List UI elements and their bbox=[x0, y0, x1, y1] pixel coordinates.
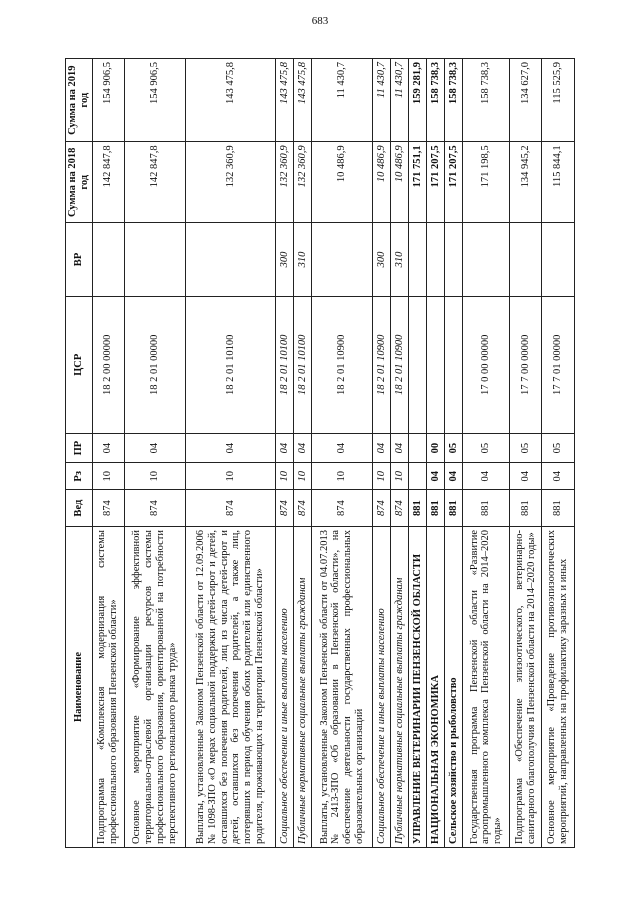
cell-vr bbox=[312, 222, 373, 296]
cell-ved: 874 bbox=[124, 489, 185, 526]
cell-vr bbox=[124, 222, 185, 296]
header-rz: Рз bbox=[66, 462, 93, 489]
cell-ved: 881 bbox=[445, 489, 463, 526]
cell-ved: 874 bbox=[373, 489, 391, 526]
cell-rz: 10 bbox=[186, 462, 276, 489]
cell-rz: 10 bbox=[275, 462, 293, 489]
cell-sum-2018: 115 844,1 bbox=[542, 141, 575, 222]
cell-rz: 10 bbox=[373, 462, 391, 489]
cell-rz bbox=[409, 462, 427, 489]
cell-ved: 874 bbox=[186, 489, 276, 526]
cell-rz: 10 bbox=[391, 462, 409, 489]
cell-name: Государственная программа Пензенской области «Развитие агропромышленного комплекса Пензенской области на 2014–2020 годы» bbox=[463, 526, 510, 847]
cell-sum-2019: 159 281,9 bbox=[409, 58, 427, 141]
table-row bbox=[124, 58, 185, 847]
cell-ved: 874 bbox=[391, 489, 409, 526]
cell-ved: 874 bbox=[293, 489, 311, 526]
table-row bbox=[275, 58, 293, 847]
cell-sum-2018: 171 751,1 bbox=[409, 141, 427, 222]
cell-rz: 04 bbox=[463, 462, 510, 489]
cell-csr: 18 2 01 10100 bbox=[293, 296, 311, 433]
cell-pr: 05 bbox=[445, 433, 463, 462]
cell-sum-2019: 154 906,5 bbox=[124, 58, 185, 141]
cell-vr bbox=[542, 222, 575, 296]
cell-sum-2019: 158 738,3 bbox=[463, 58, 510, 141]
cell-name: Основное мероприятие «Проведение противоэпизоотических мероприятий, направленных на профилактику заразных и иных bbox=[542, 526, 575, 847]
page-number: 683 bbox=[311, 15, 329, 27]
cell-pr: 04 bbox=[92, 433, 124, 462]
table-row bbox=[312, 58, 373, 847]
cell-csr: 18 2 01 10900 bbox=[391, 296, 409, 433]
cell-sum-2019: 143 475,8 bbox=[186, 58, 276, 141]
cell-sum-2018: 10 486,9 bbox=[391, 141, 409, 222]
table-row bbox=[445, 58, 463, 847]
cell-sum-2019: 143 475,8 bbox=[275, 58, 293, 141]
table-row bbox=[92, 58, 124, 847]
cell-rz: 04 bbox=[445, 462, 463, 489]
cell-sum-2019: 134 627,0 bbox=[510, 58, 542, 141]
cell-csr: 18 2 01 10100 bbox=[275, 296, 293, 433]
cell-rz: 04 bbox=[510, 462, 542, 489]
cell-pr: 05 bbox=[510, 433, 542, 462]
table-row bbox=[510, 58, 542, 847]
cell-ved: 881 bbox=[427, 489, 445, 526]
cell-sum-2019: 143 475,8 bbox=[293, 58, 311, 141]
table-row bbox=[542, 58, 575, 847]
cell-pr: 04 bbox=[293, 433, 311, 462]
cell-csr bbox=[445, 296, 463, 433]
cell-pr: 04 bbox=[312, 433, 373, 462]
cell-ved: 874 bbox=[92, 489, 124, 526]
cell-sum-2019: 115 525,9 bbox=[542, 58, 575, 141]
cell-sum-2018: 10 486,9 bbox=[312, 141, 373, 222]
cell-sum-2018: 132 360,9 bbox=[186, 141, 276, 222]
table-row bbox=[293, 58, 311, 847]
cell-ved: 881 bbox=[542, 489, 575, 526]
cell-pr: 04 bbox=[124, 433, 185, 462]
cell-csr: 18 2 00 00000 bbox=[92, 296, 124, 433]
cell-sum-2018: 134 945,2 bbox=[510, 141, 542, 222]
cell-name: Социальное обеспечение и иные выплаты населению bbox=[275, 526, 293, 847]
cell-sum-2018: 10 486,9 bbox=[373, 141, 391, 222]
cell-sum-2019: 158 738,3 bbox=[445, 58, 463, 141]
cell-csr: 18 2 01 10100 bbox=[186, 296, 276, 433]
table-body bbox=[92, 58, 575, 847]
cell-pr: 04 bbox=[186, 433, 276, 462]
cell-sum-2019: 11 430,7 bbox=[312, 58, 373, 141]
table-header-row bbox=[66, 58, 93, 847]
cell-vr: 300 bbox=[373, 222, 391, 296]
cell-sum-2019: 158 738,3 bbox=[427, 58, 445, 141]
cell-name: Выплаты, установленные Законом Пензенской области от 04.07.2013 № 2413-ЗПО «Об образовании в Пензенской области», на обеспечение деятельности государственных профессиональных образовательных организаций bbox=[312, 526, 373, 847]
cell-pr: 04 bbox=[373, 433, 391, 462]
cell-vr bbox=[510, 222, 542, 296]
header-csr: ЦСР bbox=[66, 296, 93, 433]
cell-sum-2018: 171 207,5 bbox=[427, 141, 445, 222]
cell-sum-2018: 132 360,9 bbox=[275, 141, 293, 222]
cell-pr bbox=[409, 433, 427, 462]
cell-sum-2018: 132 360,9 bbox=[293, 141, 311, 222]
cell-name: Основное мероприятие «Формирование эффективной территориально-отраслевой организации ресурсов системы профессионального образования, ориентированной на потребности перспективного регионального рынка труда» bbox=[124, 526, 185, 847]
cell-name: Социальное обеспечение и иные выплаты населению bbox=[373, 526, 391, 847]
cell-rz: 04 bbox=[427, 462, 445, 489]
cell-ved: 881 bbox=[510, 489, 542, 526]
budget-table bbox=[65, 58, 575, 848]
cell-sum-2018: 171 207,5 bbox=[445, 141, 463, 222]
cell-sum-2018: 142 847,8 bbox=[92, 141, 124, 222]
cell-name: Подпрограмма «Комплексная модернизация системы профессионального образования Пензенской области» bbox=[92, 526, 124, 847]
cell-name: Сельское хозяйство и рыболовство bbox=[445, 526, 463, 847]
cell-sum-2019: 154 906,5 bbox=[92, 58, 124, 141]
cell-csr: 17 0 00 00000 bbox=[463, 296, 510, 433]
cell-csr: 17 7 01 00000 bbox=[542, 296, 575, 433]
cell-rz: 10 bbox=[124, 462, 185, 489]
cell-csr bbox=[409, 296, 427, 433]
cell-vr bbox=[463, 222, 510, 296]
header-sum-2018: Сумма на 2018 год bbox=[66, 141, 93, 222]
cell-vr bbox=[92, 222, 124, 296]
cell-vr bbox=[427, 222, 445, 296]
cell-pr: 05 bbox=[542, 433, 575, 462]
table-row bbox=[463, 58, 510, 847]
cell-name: УПРАВЛЕНИЕ ВЕТЕРИНАРИИ ПЕНЗЕНСКОЙ ОБЛАСТИ bbox=[409, 526, 427, 847]
table-row bbox=[427, 58, 445, 847]
cell-sum-2018: 142 847,8 bbox=[124, 141, 185, 222]
table-row bbox=[409, 58, 427, 847]
cell-vr: 310 bbox=[293, 222, 311, 296]
header-pr: ПР bbox=[66, 433, 93, 462]
cell-rz: 10 bbox=[92, 462, 124, 489]
cell-rz: 04 bbox=[542, 462, 575, 489]
cell-csr bbox=[427, 296, 445, 433]
cell-name: НАЦИОНАЛЬНАЯ ЭКОНОМИКА bbox=[427, 526, 445, 847]
rotated-table-wrapper bbox=[65, 58, 575, 848]
cell-vr bbox=[186, 222, 276, 296]
cell-sum-2019: 11 430,7 bbox=[373, 58, 391, 141]
cell-csr: 18 2 01 10900 bbox=[373, 296, 391, 433]
cell-name: Публичные нормативные социальные выплаты гражданам bbox=[391, 526, 409, 847]
table-row bbox=[373, 58, 391, 847]
cell-ved: 881 bbox=[409, 489, 427, 526]
cell-csr: 18 2 01 10900 bbox=[312, 296, 373, 433]
cell-name: Публичные нормативные социальные выплаты гражданам bbox=[293, 526, 311, 847]
header-vr: ВР bbox=[66, 222, 93, 296]
cell-vr: 310 bbox=[391, 222, 409, 296]
cell-pr: 05 bbox=[463, 433, 510, 462]
cell-ved: 874 bbox=[312, 489, 373, 526]
cell-pr: 04 bbox=[275, 433, 293, 462]
cell-csr: 17 7 00 00000 bbox=[510, 296, 542, 433]
cell-ved: 874 bbox=[275, 489, 293, 526]
table-row bbox=[391, 58, 409, 847]
cell-sum-2018: 171 198,5 bbox=[463, 141, 510, 222]
header-name: Наименование bbox=[66, 526, 93, 847]
cell-name: Выплаты, установленные Законом Пензенской области от 12.09.2006 № 1098-ЗПО «О мерах социальной поддержки детей-сирот и детей, оставшихся без попечения родителей, лиц из числа детей-сирот и детей, оставшихся без попечения родителей, а также лиц, потерявших в период обучения обоих родителей или единственного родителя, проживающих на территории Пензенской области» bbox=[186, 526, 276, 847]
cell-vr bbox=[445, 222, 463, 296]
header-ved: Вед bbox=[66, 489, 93, 526]
cell-pr: 00 bbox=[427, 433, 445, 462]
cell-pr: 04 bbox=[391, 433, 409, 462]
cell-name: Подпрограмма «Обеспечение эпизоотического, ветеринарно-санитарного благополучия в Пензенской области на 2014–2020 годы» bbox=[510, 526, 542, 847]
cell-vr: 300 bbox=[275, 222, 293, 296]
cell-rz: 10 bbox=[312, 462, 373, 489]
header-sum-2019: Сумма на 2019 год bbox=[66, 58, 93, 141]
cell-csr: 18 2 01 00000 bbox=[124, 296, 185, 433]
cell-ved: 881 bbox=[463, 489, 510, 526]
cell-sum-2019: 11 430,7 bbox=[391, 58, 409, 141]
cell-rz: 10 bbox=[293, 462, 311, 489]
cell-vr bbox=[409, 222, 427, 296]
table-row bbox=[186, 58, 276, 847]
